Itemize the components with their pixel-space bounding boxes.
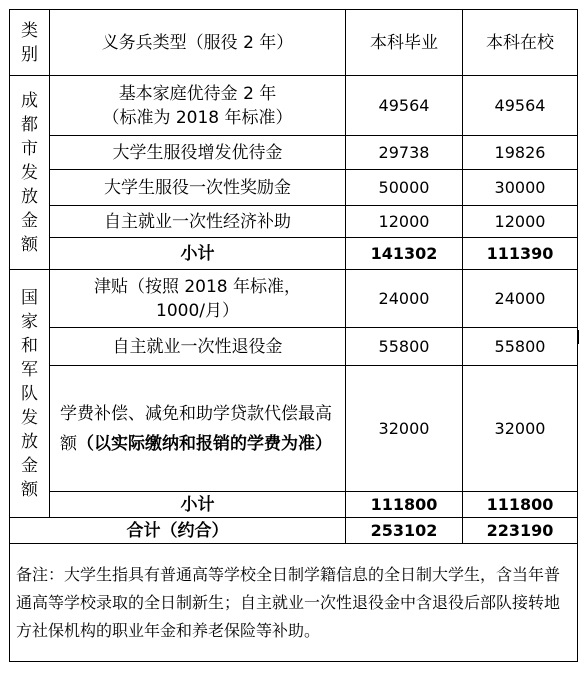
subtotal-row: [10, 238, 578, 270]
row-label: 大学生服役一次性奖励金: [50, 170, 346, 206]
graduate-value: 12000: [346, 206, 463, 238]
enrolled-value: 49564: [463, 76, 578, 136]
graduate-value: 55800: [346, 328, 463, 366]
total-enrolled: 223190: [463, 518, 578, 544]
note-row: [10, 544, 578, 662]
subtotal-graduate: 141302: [346, 238, 463, 270]
subsidy-table: [9, 9, 578, 662]
total-label: 合计（约合）: [10, 518, 346, 544]
enrolled-value: 19826: [463, 136, 578, 170]
enrolled-value: 12000: [463, 206, 578, 238]
row-label: 基本家庭优待金 2 年 （标准为 2018 年标准）: [50, 76, 346, 136]
table-row: [10, 206, 578, 238]
row-label: 大学生服役增发优待金: [50, 136, 346, 170]
graduate-value: 29738: [346, 136, 463, 170]
header-type: 义务兵类型（服役 2 年）: [50, 10, 346, 76]
subtotal-enrolled: 111800: [463, 492, 578, 518]
table-row: [10, 270, 578, 328]
table-row: [10, 328, 578, 366]
row-label: 自主就业一次性经济补助: [50, 206, 346, 238]
table-row: [10, 136, 578, 170]
row-label: 自主就业一次性退役金: [50, 328, 346, 366]
table-row: [10, 170, 578, 206]
category-chengdu: 成都市发放金额: [10, 76, 50, 270]
subtotal-graduate: 111800: [346, 492, 463, 518]
header-graduate: 本科毕业: [346, 10, 463, 76]
table-row: [10, 366, 578, 492]
row-label: 津贴（按照 2018 年标准， 1000/月）: [50, 270, 346, 328]
header-category: 类别: [10, 10, 50, 76]
category-national: 国家和军队发放金额: [10, 270, 50, 518]
graduate-value: 32000: [346, 366, 463, 492]
border-tick-mark: [577, 330, 579, 344]
enrolled-value: 32000: [463, 366, 578, 492]
row-label: 学费补偿、减免和助学贷款代偿最高额（以实际缴纳和报销的学费为准）: [50, 366, 346, 492]
total-graduate: 253102: [346, 518, 463, 544]
note-text: 备注：大学生指具有普通高等学校全日制学籍信息的全日制大学生，含当年普通高等学校录取的全日制新生；自主就业一次性退役金中含退役后部队接转地方社保机构的职业年金和养老保险等补助。: [10, 544, 578, 662]
table-row: [10, 76, 578, 136]
graduate-value: 24000: [346, 270, 463, 328]
subtotal-label: 小计: [50, 238, 346, 270]
header-enrolled: 本科在校: [463, 10, 578, 76]
subtotal-enrolled: 111390: [463, 238, 578, 270]
enrolled-value: 30000: [463, 170, 578, 206]
enrolled-value: 24000: [463, 270, 578, 328]
total-row: [10, 518, 578, 544]
graduate-value: 50000: [346, 170, 463, 206]
header-row: [10, 10, 578, 76]
enrolled-value: 55800: [463, 328, 578, 366]
subtotal-row: [10, 492, 578, 518]
graduate-value: 49564: [346, 76, 463, 136]
subtotal-label: 小计: [50, 492, 346, 518]
